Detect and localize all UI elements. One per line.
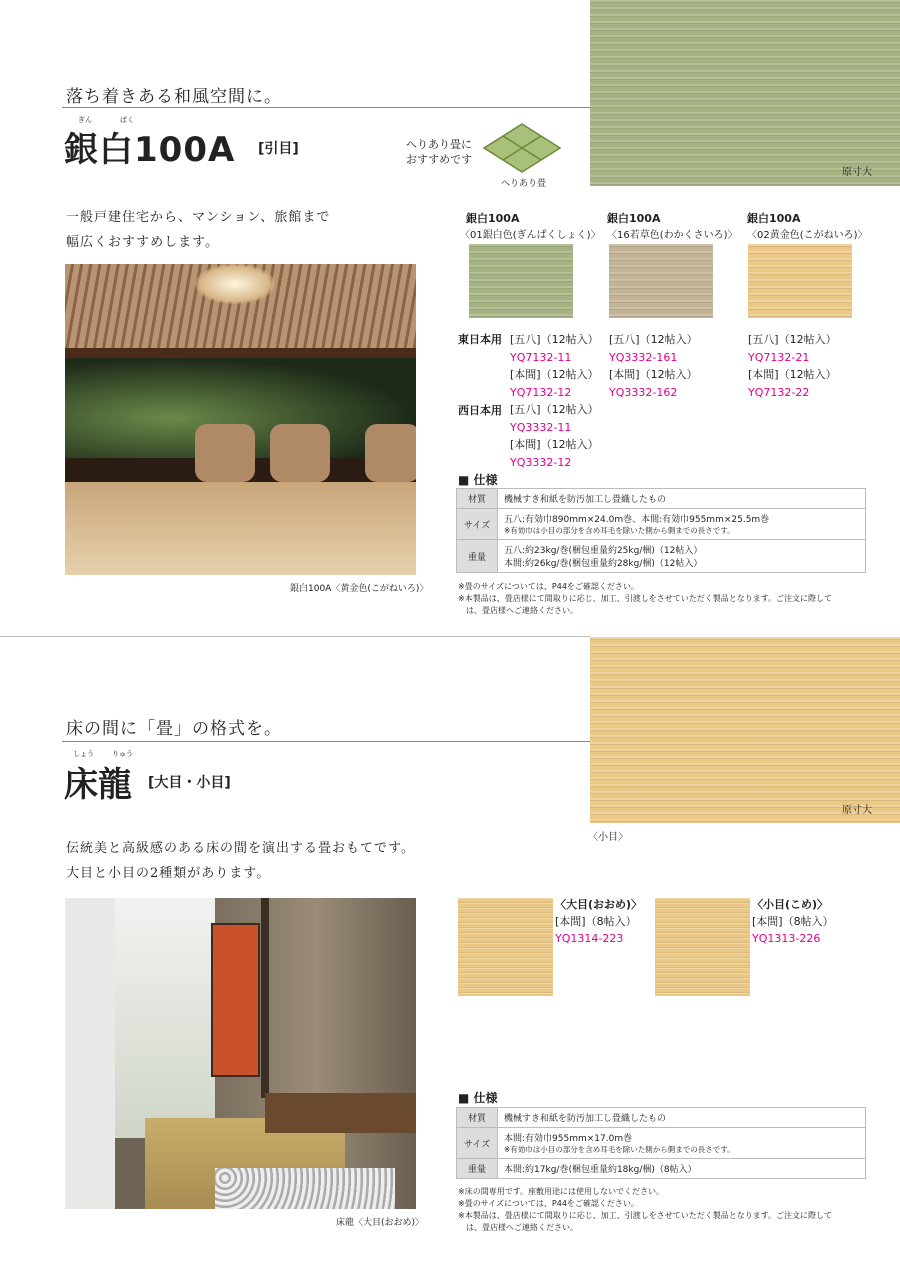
ruby-shou: しょう: [73, 750, 94, 758]
product-color: 〈16若草色(わかくさいろ)〉: [607, 230, 738, 241]
product-code: YQ3332-161: [609, 350, 678, 364]
product-title: 床龍: [64, 765, 132, 805]
notes: ※床の間専用です。座敷用途には使用しないでください。 ※畳のサイズについては、P44をご確認ください。 ※本製品は、畳店様にて間取りに応じ、加工、引渡しをさせていただく製品となります。ご注文に際して は、畳店様へご連絡ください。: [458, 1187, 833, 1232]
product-name: 銀白100A: [607, 212, 661, 225]
product-type: [大目・小目]: [148, 775, 231, 791]
product-col-2: [607, 210, 738, 241]
codes-col-3: [五八]（12帖入） YQ7132-21 [本間]（12帖入） YQ7132-22: [748, 331, 837, 401]
spec-table: 材質 機械すき和紙を防汚加工し畳織したもの サイズ 本間:有効巾955mm×17.0m巻 ※有効巾は小目の部分を含め耳毛を除いた側から側までの長さです。 重量 本間:約17kg/巻(梱包重量約18kg/梱)（8帖入）: [456, 1107, 866, 1179]
product-code: YQ7132-22: [748, 385, 810, 399]
product-name: 銀白100A: [466, 212, 520, 225]
swatch-oome: [458, 898, 553, 996]
region-west: 西日本用: [458, 404, 502, 417]
room-photo-tokoryu: [65, 898, 416, 1209]
ruby-paku: ぱく: [120, 116, 134, 124]
notes: ※畳のサイズについては、P44をご確認ください。 ※本製品は、畳店様にて間取りに応じ、加工、引渡しをさせていただく製品となります。ご注文に際して は、畳店様へご連絡ください。: [458, 582, 833, 615]
photo-caption: 銀白100A〈黄金色(こがねいろ)〉: [290, 584, 429, 594]
product-color: 〈02黄金色(こがねいろ)〉: [747, 230, 868, 241]
region-east: 東日本用: [458, 333, 502, 346]
divider: [62, 107, 590, 108]
product-code: YQ3332-12: [510, 455, 572, 469]
tagline: 床の間に「畳」の格式を。: [66, 719, 282, 739]
codes-col-1: [五八]（12帖入） YQ7132-11 [本間]（12帖入） YQ7132-12 [五八]（12帖入） YQ3332-11 [本間]（12帖入） YQ3332-12: [510, 331, 599, 471]
full-size-swatch-ginpaku: [590, 0, 900, 186]
product-oome: 〈大目(おおめ)〉 [本間]（8帖入） YQ1314-223: [555, 898, 643, 945]
swatch-kome: [655, 898, 750, 996]
product-col-1: [460, 210, 601, 241]
product-code: YQ1313-226: [752, 932, 821, 945]
product-code: YQ7132-21: [748, 350, 810, 364]
product-color: 〈01銀白色(ぎんぱくしょく)〉: [460, 230, 601, 241]
spec-heading: ■ 仕様: [458, 473, 498, 487]
product-col-3: [747, 210, 868, 241]
codes-col-2: [五八]（12帖入） YQ3332-161 [本間]（12帖入） YQ3332-162: [609, 331, 698, 401]
room-photo-ginpaku: [65, 264, 416, 575]
swatch-caption: 〈小目〉: [588, 832, 628, 843]
product-type: [引目]: [258, 141, 299, 157]
heri-tatami-icon: [482, 122, 562, 178]
ruby-gin: ぎん: [78, 116, 92, 124]
swatch-02: [748, 244, 852, 318]
photo-caption: 床龍〈大目(おおめ)〉: [336, 1218, 425, 1228]
ruby-ryuu: りゅう: [112, 750, 133, 758]
product-code: YQ3332-162: [609, 385, 678, 399]
product-code: YQ7132-12: [510, 385, 572, 399]
section-divider: [0, 636, 590, 637]
product-code: YQ1314-223: [555, 932, 624, 945]
description: 一般戸建住宅から、マンション、旅館まで 幅広くおすすめします。: [66, 210, 331, 250]
product-code: YQ3332-11: [510, 420, 572, 434]
tagline: 落ち着きある和風空間に。: [66, 87, 282, 107]
product-title: 銀白100A: [64, 130, 236, 170]
product-name: 銀白100A: [747, 212, 801, 225]
swatch-01: [469, 244, 573, 318]
product-code: YQ7132-11: [510, 350, 572, 364]
divider: [62, 741, 590, 742]
full-size-label: 原寸大: [842, 805, 872, 816]
recommend-text: へりあり畳に おすすめです: [406, 138, 473, 166]
spec-heading: ■ 仕様: [458, 1091, 498, 1105]
swatch-16: [609, 244, 713, 318]
heri-tatami-label: へりあり畳: [501, 179, 547, 189]
description: 伝統美と高級感のある床の間を演出する畳おもてです。 大目と小目の2種類があります。: [66, 841, 415, 881]
product-kome: 〈小目(こめ)〉 [本間]（8帖入） YQ1313-226: [752, 898, 834, 945]
spec-table: 材質 機械すき和紙を防汚加工し畳織したもの サイズ 五八:有効巾890mm×24.0m巻、本間:有効巾955mm×25.5m巻 ※有効巾は小目の部分を含め耳毛を除いた側から側までの長さです。 重量 五八:約23kg/巻(梱包重量約25kg/梱)（12帖入） 本間:約26kg/巻(梱包重量約28kg/梱)（12帖入）: [456, 488, 866, 573]
full-size-swatch-tokoryu: [590, 637, 900, 823]
full-size-label: 原寸大: [842, 167, 872, 178]
